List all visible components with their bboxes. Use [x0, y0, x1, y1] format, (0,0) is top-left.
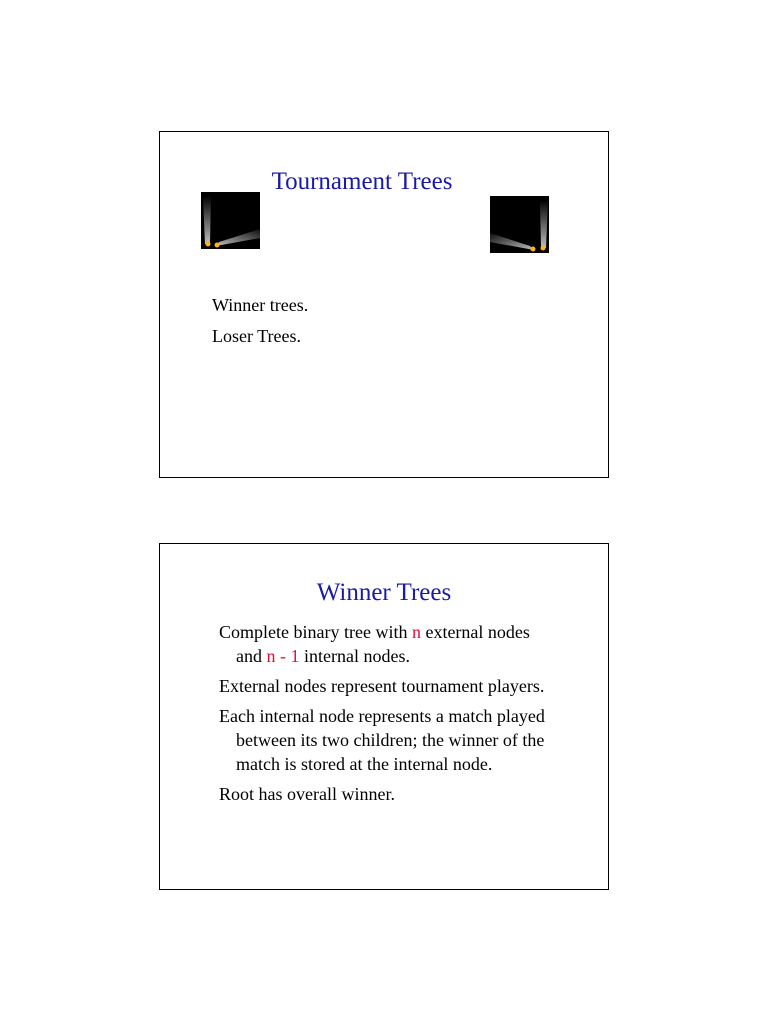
bullet-complete-binary-tree — [219, 620, 549, 668]
highlight-n-minus-1: n - 1 — [266, 646, 300, 666]
bullet-root-winner: Root has overall winner. — [219, 784, 395, 804]
bullet-winner-trees: Winner trees. — [212, 295, 309, 315]
spotlight-icon — [201, 192, 260, 249]
bullet-text: internal nodes. — [299, 646, 410, 666]
bullet-list — [212, 293, 308, 355]
slide-tournament-trees — [159, 131, 609, 478]
bullet-external-nodes: External nodes represent tournament players. — [219, 676, 545, 696]
bullet-internal-node-match: Each internal node represents a match played between its two children; the winner of the match is stored at the internal node. — [219, 706, 545, 774]
bullet-list — [219, 620, 549, 812]
slide-winner-trees — [159, 543, 609, 890]
slide-title: Tournament Trees — [271, 168, 453, 195]
bullet-text: external nodes and — [236, 622, 530, 666]
highlight-n: n — [411, 622, 421, 642]
spotlight-icon — [490, 196, 549, 253]
bullet-loser-trees: Loser Trees. — [212, 326, 301, 346]
slide-title: Winner Trees — [316, 579, 452, 606]
bullet-text: Complete binary tree with — [219, 622, 412, 642]
